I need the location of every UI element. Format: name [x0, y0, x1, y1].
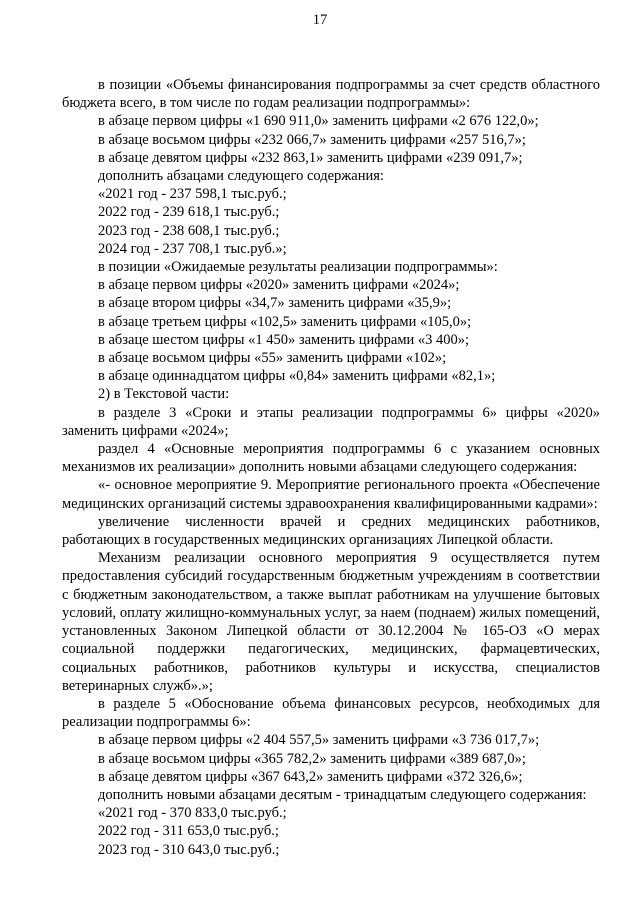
paragraph: «2021 год - 237 598,1 тыс.руб.;: [98, 186, 287, 203]
paragraph: в абзаце первом цифры «2020» заменить цифрами «2024»;: [98, 277, 460, 294]
paragraph: «2021 год - 370 833,0 тыс.руб.;: [98, 805, 287, 822]
page-number: 17: [312, 12, 328, 28]
paragraph: 2022 год - 239 618,1 тыс.руб.;: [98, 204, 280, 221]
paragraph: в абзаце девятом цифры «367 643,2» заменить цифрами «372 326,6»;: [98, 768, 523, 785]
paragraph: в абзаце восьмом цифры «232 066,7» заменить цифрами «257 516,7»;: [98, 131, 526, 148]
paragraph: 2) в Текстовой части:: [98, 386, 230, 403]
paragraph: в абзаце восьмом цифры «55» заменить цифрами «102»;: [98, 350, 447, 367]
paragraph: дополнить абзацами следующего содержания:: [98, 168, 384, 185]
paragraph: в разделе 5 «Обоснование объема финансовых ресурсов, необходимых для реализации подпрограммы 6»:: [62, 695, 600, 731]
paragraph: в абзаце первом цифры «2 404 557,5» заменить цифрами «3 736 017,7»;: [98, 732, 540, 749]
paragraph: в абзаце третьем цифры «102,5» заменить цифрами «105,0»;: [98, 313, 472, 330]
paragraph: 2024 год - 237 708,1 тыс.руб.»;: [98, 240, 287, 257]
paragraph: в абзаце втором цифры «34,7» заменить цифрами «35,9»;: [98, 295, 452, 312]
paragraph: раздел 4 «Основные мероприятия подпрограммы 6 с указанием основных механизмов их реализации» дополнить новыми абзацами следующего содержания:: [62, 441, 600, 476]
paragraph: 2023 год - 238 608,1 тыс.руб.;: [98, 222, 280, 239]
document-body: [62, 76, 600, 859]
paragraph: в позиции «Ожидаемые результаты реализации подпрограммы»:: [98, 259, 498, 276]
paragraph: дополнить новыми абзацами десятым - тринадцатым следующего содержания:: [98, 786, 587, 803]
paragraph: Механизм реализации основного мероприятия 9 осуществляется путем предоставления субсидий государственным бюджетным учреждениям в соответствии с бюджетным законодательством, а также выплат работникам на улучшение бытовых условий, оплату жилищно-коммунальных услуг, за наем (поднаем) жилых помещений, установленных Законом Липецкой области от 30.12.2004 № 165-ОЗ «О мерах социальной поддержки педагогических, медицинских, фармацевтических, социальных работников, работников культуры и искусства, специалистов ветеринарных служб».»;: [62, 550, 600, 694]
paragraph: 2023 год - 310 643,0 тыс.руб.;: [98, 841, 280, 858]
paragraph: «- основное мероприятие 9. Мероприятие регионального проекта «Обеспечение медицинских организаций системы здравоохранения квалифицированными кадрами»:: [62, 477, 600, 512]
paragraph: увеличение численности врачей и средних медицинских работников, работающих в государственных медицинских организациях Липецкой области.: [62, 513, 600, 549]
paragraph: в абзаце одиннадцатом цифры «0,84» заменить цифрами «82,1»;: [98, 368, 496, 385]
paragraph: в абзаце шестом цифры «1 450» заменить цифрами «3 400»;: [98, 331, 470, 348]
paragraph: в разделе 3 «Сроки и этапы реализации подпрограммы 6» цифры «2020» заменить цифрами «2024»;: [62, 404, 600, 439]
paragraph: в абзаце девятом цифры «232 863,1» заменить цифрами «239 091,7»;: [98, 149, 523, 166]
paragraph: 2022 год - 311 653,0 тыс.руб.;: [98, 823, 279, 840]
paragraph: в абзаце восьмом цифры «365 782,2» заменить цифрами «389 687,0»;: [98, 750, 526, 767]
paragraph: в абзаце первом цифры «1 690 911,0» заменить цифрами «2 676 122,0»;: [98, 113, 539, 130]
paragraph: в позиции «Объемы финансирования подпрограммы за счет средств областного бюджета всего, в том числе по годам реализации подпрограммы»:: [62, 77, 600, 112]
